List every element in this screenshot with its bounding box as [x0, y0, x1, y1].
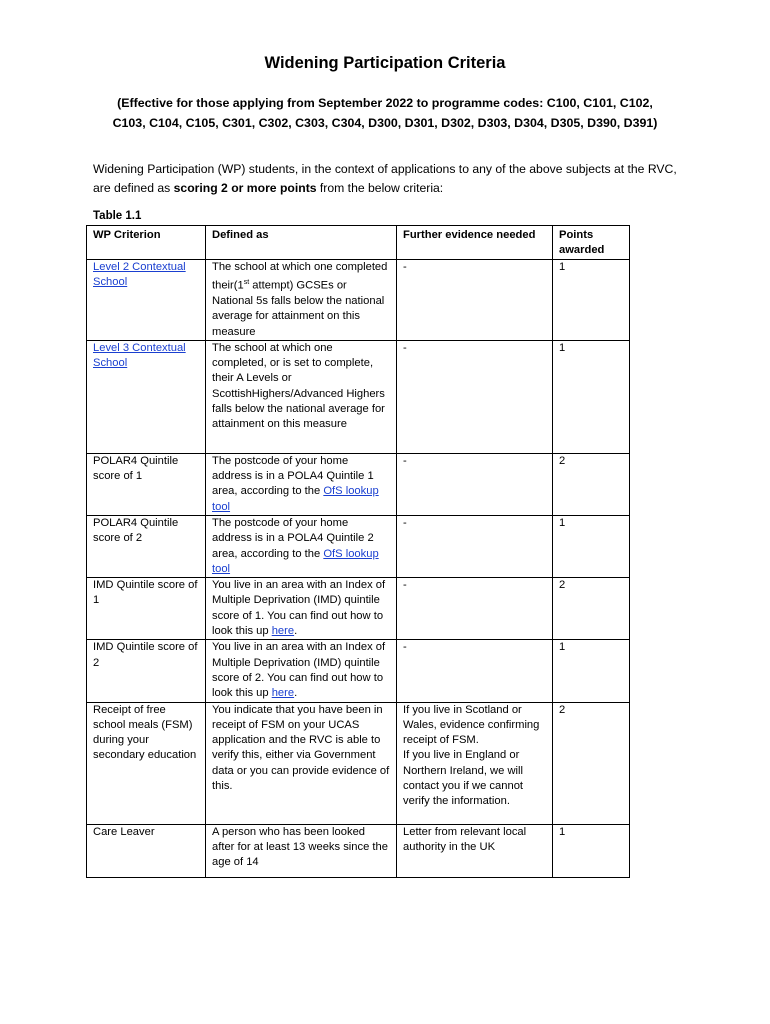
criterion-cell: Care Leaver	[87, 824, 206, 877]
criterion-cell: Receipt of free school meals (FSM) during your secondary education	[87, 702, 206, 824]
table-row	[87, 640, 630, 702]
evidence-cell: Letter from relevant local authority in the UK	[397, 824, 553, 877]
imd-here-link[interactable]: here	[271, 687, 295, 700]
evidence-cell	[397, 702, 553, 824]
criterion-cell: IMD Quintile score of 2	[87, 640, 206, 702]
ofs-lookup-tool-link[interactable]: OfS lookup tool	[212, 547, 379, 575]
evidence-cell: -	[397, 578, 553, 640]
defined-text-after: .	[294, 687, 298, 700]
table-row	[87, 516, 630, 578]
wp-criteria-table	[86, 225, 630, 878]
header-further-evidence: Further evidence needed	[397, 226, 553, 260]
superscript-text: st	[243, 278, 250, 286]
header-defined-as: Defined as	[206, 226, 397, 260]
evidence-cell: -	[397, 259, 553, 340]
points-cell: 1	[553, 259, 630, 340]
evidence-text-scotland-wales: If you live in Scotland or Wales, evidence confirming receipt of FSM.	[403, 703, 540, 747]
page-subtitle: (Effective for those applying from September 2022 to programme codes: C100, C101, C102, C103, C104, C105, C301, C302, C303, C304, D300, D301, D302, D303, D304, D305, D390, D391)	[112, 96, 658, 130]
evidence-cell: -	[397, 640, 553, 702]
defined-cell: A person who has been looked after for at least 13 weeks since the age of 14	[206, 824, 397, 877]
defined-text: The postcode of your home address is in a POLA4 Quintile 1 area, according to the	[212, 454, 374, 498]
table-row	[87, 824, 630, 877]
points-cell: 2	[553, 702, 630, 824]
criterion-cell	[87, 340, 206, 453]
evidence-cell: -	[397, 516, 553, 578]
imd-here-link[interactable]: here	[271, 625, 295, 638]
points-cell: 1	[553, 340, 630, 453]
intro-paragraph	[93, 160, 693, 198]
table-row	[87, 340, 630, 453]
intro-text-after: from the below criteria:	[316, 181, 444, 195]
points-cell: 2	[553, 453, 630, 515]
points-cell: 1	[553, 640, 630, 702]
table-row	[87, 702, 630, 824]
defined-text: You live in an area with an Index of Multiple Deprivation (IMD) quintile score of 2. You can find out how to look this up	[212, 641, 386, 700]
defined-cell	[206, 453, 397, 515]
criterion-cell: POLAR4 Quintile score of 2	[87, 516, 206, 578]
points-cell: 1	[553, 824, 630, 877]
table-header-row	[87, 226, 630, 260]
header-wp-criterion: WP Criterion	[87, 226, 206, 260]
page-title: Widening Participation Criteria	[264, 54, 506, 72]
intro-bold-text: scoring 2 or more points	[173, 181, 317, 195]
table-row	[87, 453, 630, 515]
points-cell: 1	[553, 516, 630, 578]
criterion-cell: IMD Quintile score of 1	[87, 578, 206, 640]
level2-contextual-school-link[interactable]: Level 2 Contextual School	[93, 260, 186, 288]
criterion-cell	[87, 259, 206, 340]
defined-text-after: .	[294, 625, 298, 638]
defined-text-after: attempt) GCSEs or National 5s falls below the national average for attainment on this measure	[212, 279, 385, 338]
criterion-cell: POLAR4 Quintile score of 1	[87, 453, 206, 515]
defined-cell	[206, 578, 397, 640]
table-row	[87, 259, 630, 340]
defined-cell	[206, 640, 397, 702]
defined-cell	[206, 259, 397, 340]
table-row	[87, 578, 630, 640]
defined-text: The school at which one completed their(1	[212, 260, 388, 292]
defined-text: You live in an area with an Index of Multiple Deprivation (IMD) quintile score of 1. You can find out how to look this up	[212, 579, 386, 638]
header-points-awarded: Points awarded	[553, 226, 630, 260]
evidence-cell: -	[397, 453, 553, 515]
evidence-text-england-ni: If you live in England or Northern Ireland, we will contact you if we cannot verify the information.	[403, 749, 524, 808]
ofs-lookup-tool-link[interactable]: OfS lookup tool	[212, 485, 379, 513]
defined-cell	[206, 516, 397, 578]
defined-text: The postcode of your home address is in a POLA4 Quintile 2 area, according to the	[212, 517, 374, 560]
level3-contextual-school-link[interactable]: Level 3 Contextual School	[93, 341, 186, 370]
evidence-cell: -	[397, 340, 553, 453]
defined-cell: The school at which one completed, or is set to complete, their A Levels or ScottishHighers/Advanced Highers falls below the national average for attainment on this measure	[206, 340, 397, 453]
defined-cell: You indicate that you have been in receipt of FSM on your UCAS application and the RVC is able to verify this, either via Government data or you can provide evidence of this.	[206, 702, 397, 824]
table-caption: Table 1.1	[93, 210, 142, 222]
intro-text-before: Widening Participation (WP) students, in the context of applications to any of the above subjects at the RVC, are defined as	[93, 162, 677, 195]
points-cell: 2	[553, 578, 630, 640]
